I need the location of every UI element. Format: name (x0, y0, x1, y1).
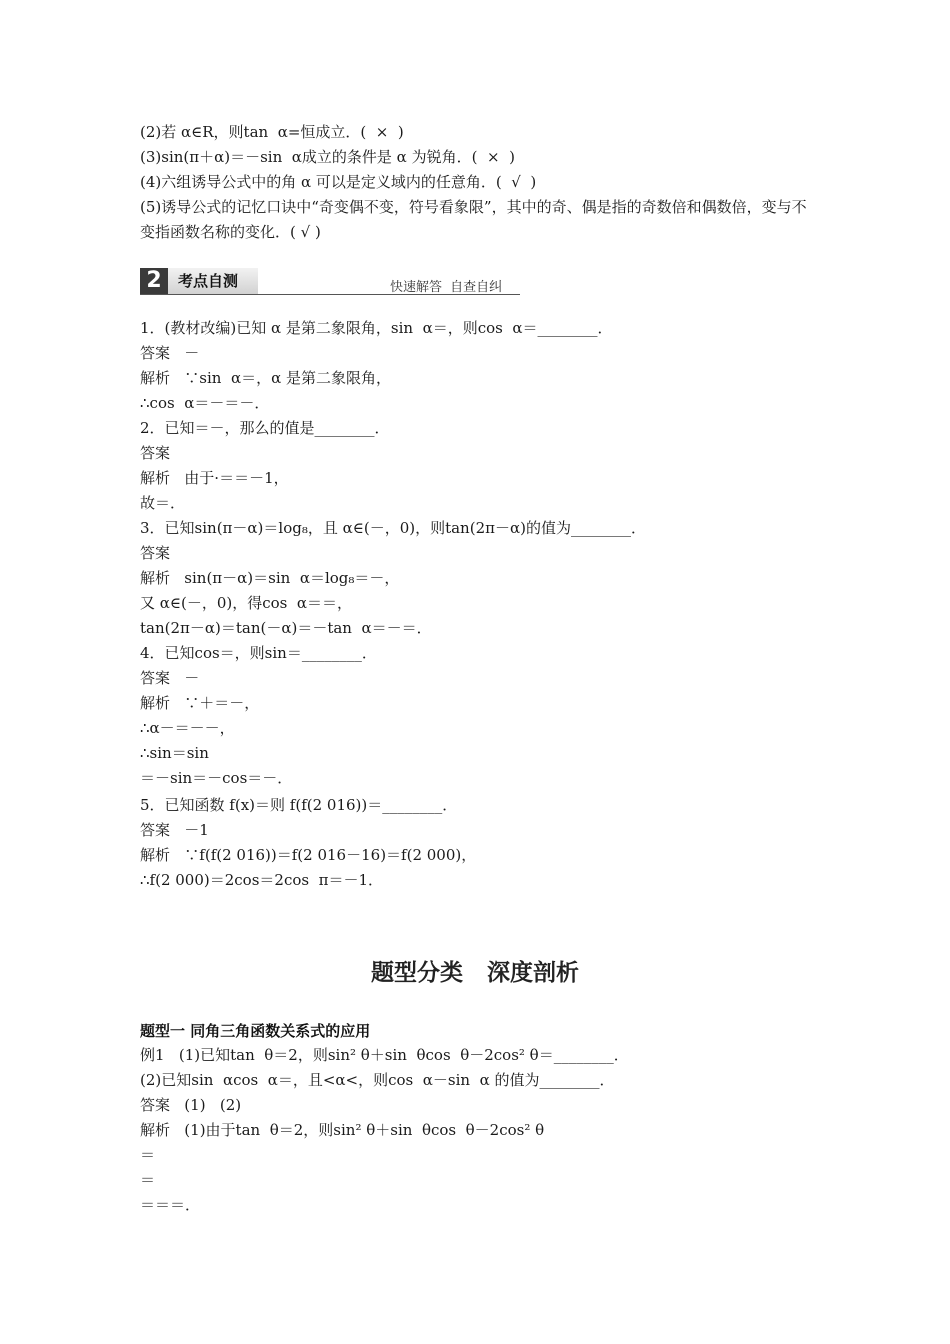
selftest-line: ∴α－＝－－， (140, 719, 235, 737)
section-title: 考点自测 (178, 272, 239, 290)
selftest-line: 解析 ∵＋＝－， (140, 694, 260, 712)
selftest-line: 5．已知函数 f(x)＝则 f(f(2 016))＝________． (140, 796, 458, 814)
selftest-line: 1．(教材改编)已知 α 是第二象限角，sin α＝，则cos α＝________． (140, 319, 613, 337)
selftest-line: tan(2π－α)＝tan(－α)＝－tan α＝－＝． (140, 619, 432, 637)
example-line: 解析 (1)由于tan θ＝2，则sin² θ＋sin θcos θ－2cos² θ (140, 1121, 545, 1139)
selftest-line: 解析 由于·＝＝－1， (140, 469, 289, 487)
selftest-line: ∴f(2 000)＝2cos＝2cos π＝－1． (140, 871, 384, 889)
example-line: 例1 (1)已知tan θ＝2，则sin² θ＋sin θcos θ－2cos² θ＝________． (140, 1046, 629, 1064)
selftest-line: 故＝． (140, 494, 186, 512)
judgment-item-5: (5)诱导公式的记忆口诀中“奇变偶不变，符号看象限”，其中的奇、偶是指的奇数倍和偶数倍，变与不变指函数名称的变化．( √ ) (140, 198, 807, 241)
judgment-item-2: (2)若 α∈R，则tan α=恒成立．( × ) (140, 123, 404, 141)
selftest-line: 答案 －1 (140, 821, 209, 839)
selftest-line: 答案 (140, 544, 171, 562)
judgment-item-4: (4)六组诱导公式中的角 α 可以是定义域内的任意角．( √ ) (140, 173, 537, 191)
selftest-line: 3．已知sin(π－α)＝log₈，且 α∈(－，0)，则tan(2π－α)的值为________． (140, 519, 646, 537)
selftest-line: 解析 sin(π－α)＝sin α＝log₈＝－， (140, 569, 400, 587)
selftest-line: 2．已知＝－，那么的值是________． (140, 419, 390, 437)
selftest-line: 答案 － (140, 669, 200, 687)
selftest-line: 答案 － (140, 344, 200, 362)
selftest-line: 答案 (140, 444, 171, 462)
selftest-line: 4．已知cos＝，则sin＝________． (140, 644, 377, 662)
example-line: ＝ (140, 1171, 156, 1189)
selftest-line: 解析 ∵sin α＝，α 是第二象限角， (140, 369, 392, 387)
judgment-item-3: (3)sin(π＋α)＝－sin α成立的条件是 α 为锐角．( × ) (140, 148, 515, 166)
example-line: (2)已知sin αcos α＝，且<α<，则cos α－sin α 的值为________． (140, 1071, 615, 1089)
example-line: 答案 (1) (2) (140, 1096, 242, 1114)
selftest-line: 又 α∈(－，0)，得cos α＝＝， (140, 594, 353, 612)
selftest-line: ∴sin＝sin (140, 744, 209, 762)
example-line: ＝＝＝． (140, 1196, 201, 1214)
main-section-title: 题型分类 深度剖析 (370, 960, 579, 986)
section-subtitle: 快速解答 自查自纠 (390, 280, 503, 295)
section-number-badge: 2 (140, 268, 168, 294)
selftest-line: ＝－sin＝－cos＝－． (140, 769, 293, 787)
example-line: ＝ (140, 1146, 156, 1164)
selftest-line: ∴cos α＝－＝－． (140, 394, 270, 412)
selftest-line: 解析 ∵f(f(2 016))＝f(2 016－16)＝f(2 000)， (140, 846, 477, 864)
question-type-title: 题型一 同角三角函数关系式的应用 (140, 1022, 371, 1040)
section-header-selftest (140, 268, 520, 298)
